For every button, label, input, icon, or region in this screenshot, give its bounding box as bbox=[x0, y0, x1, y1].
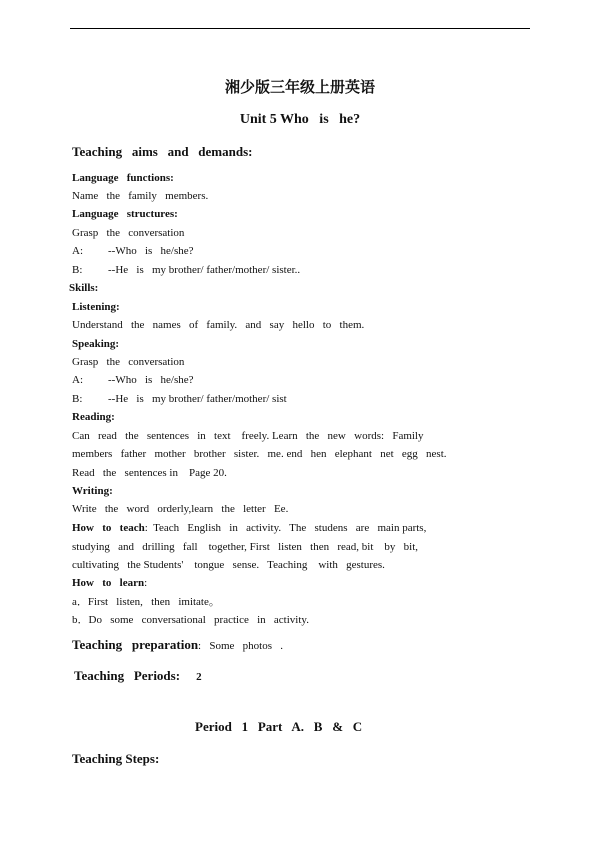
teaching-preparation-label: Teaching preparation bbox=[72, 637, 199, 652]
how-to-teach-line-3: cultivating the Students' tongue sense. Teaching with gestures. bbox=[72, 559, 385, 571]
language-functions-text: Name the family members. bbox=[72, 190, 209, 202]
dialogue-line-a: --Who is he/she? bbox=[108, 245, 194, 257]
dialogue-label-b: B: bbox=[72, 264, 83, 276]
teaching-periods-value: 2 bbox=[196, 671, 202, 683]
listening-text: Understand the names of family. and say hello to them. bbox=[72, 319, 365, 331]
reading-line-2: members father mother brother sister. me. end hen elephant net egg nest. bbox=[72, 448, 447, 460]
reading-line-1: Can read the sentences in text freely. Learn the new words: Family bbox=[72, 430, 424, 442]
dialogue-line-b: --He is my brother/ father/mother/ sister.. bbox=[108, 264, 301, 276]
teaching-periods bbox=[74, 668, 202, 684]
how-to-teach-colon: : bbox=[144, 522, 148, 534]
how-to-learn-a: a．First listen, then imitate。 bbox=[72, 596, 220, 608]
how-to-teach-text: Teach English in activity. The studens are main parts, bbox=[147, 522, 427, 534]
document-title-chinese: 湘少版三年级上册英语 bbox=[224, 78, 375, 96]
language-structures-heading: Language structures: bbox=[72, 208, 178, 220]
teaching-preparation-text: : Some photos . bbox=[198, 640, 283, 652]
speaking-line-a: --Who is he/she? bbox=[108, 374, 194, 386]
speaking-label-a: A: bbox=[72, 374, 83, 386]
writing-heading: Writing: bbox=[72, 485, 113, 497]
speaking-label-b: B: bbox=[72, 393, 83, 405]
how-to-learn-label: How to learn bbox=[72, 577, 145, 589]
skills-heading: Skills: bbox=[69, 282, 99, 294]
how-to-teach-line-2: studying and drilling fall together, First listen then read, bit by bit, bbox=[72, 541, 419, 553]
unit-title: Unit 5 Who is he? bbox=[239, 112, 361, 127]
speaking-grasp: Grasp the conversation bbox=[72, 356, 185, 368]
dialogue-label-a: A: bbox=[72, 245, 83, 257]
how-to-learn-b: b．Do some conversational practice in activity. bbox=[72, 614, 309, 626]
reading-heading: Reading: bbox=[72, 411, 115, 423]
period-heading: Period 1 Part A. B & C bbox=[195, 719, 363, 734]
reading-line-3: Read the sentences in Page 20. bbox=[72, 467, 227, 479]
how-to-learn-colon: : bbox=[144, 577, 148, 589]
how-to-teach-label: How to teach bbox=[72, 522, 145, 534]
aims-heading: Teaching aims and demands: bbox=[72, 144, 253, 159]
how-to-learn-heading bbox=[72, 576, 147, 590]
speaking-heading: Speaking: bbox=[72, 338, 120, 350]
language-structures-grasp: Grasp the conversation bbox=[72, 227, 185, 239]
teaching-preparation bbox=[72, 637, 283, 653]
writing-text: Write the word orderly,learn the letter Ee. bbox=[72, 503, 289, 515]
listening-heading: Listening: bbox=[72, 301, 120, 313]
teaching-steps-heading: Teaching Steps: bbox=[72, 751, 160, 766]
teaching-periods-label: Teaching Periods: bbox=[74, 668, 181, 683]
speaking-line-b: --He is my brother/ father/mother/ sist bbox=[108, 393, 287, 405]
language-functions-heading: Language functions: bbox=[72, 172, 174, 184]
header-rule bbox=[70, 28, 530, 29]
how-to-teach-line-1 bbox=[72, 521, 426, 535]
